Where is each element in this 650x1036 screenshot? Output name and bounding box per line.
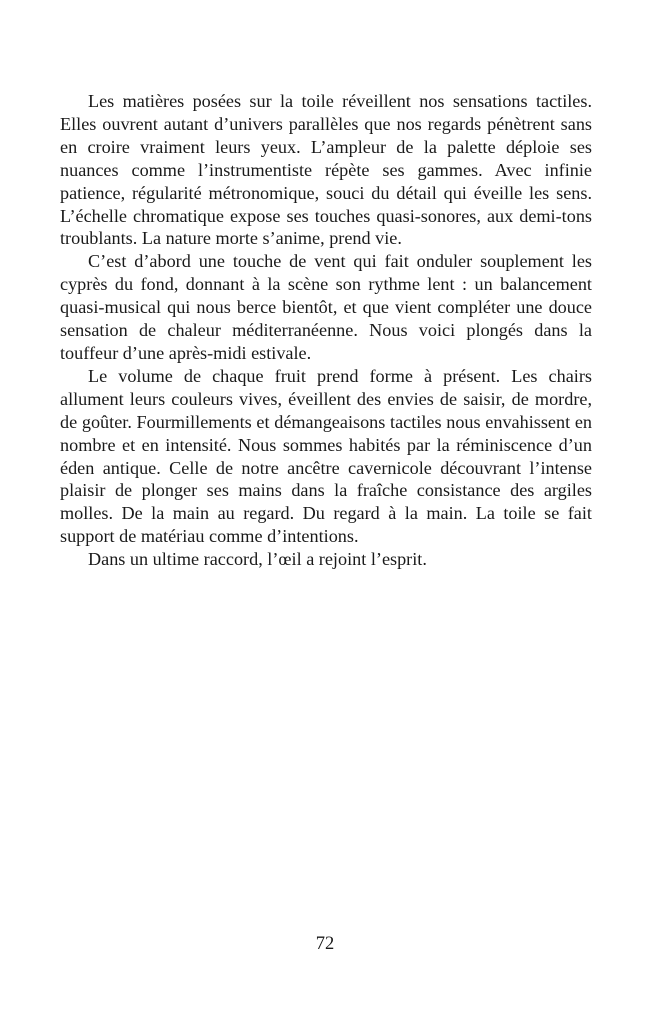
paragraph-4: Dans un ultime raccord, l’œil a rejoint l’esprit. — [88, 549, 427, 570]
paragraph-1: Les matières posées sur la toile réveillent nos sensations tactiles. Elles ouvrent autant d’univers parallèles que nos regards pénètrent sans en croire vraiment leurs yeux. L’ampleur de la palette déploie ses nuances comme l’instrumentiste répète ses gammes. Avec infinie patience, régularité métronomique, souci du détail qui éveille les sens. L’échelle chromatique expose ses touches quasi-sonores, aux demi-tons troublants. La nature morte s’anime, prend vie. — [60, 91, 592, 249]
paragraph-3: Le volume de chaque fruit prend forme à présent. Les chairs allument leurs couleurs vives, éveillent des envies de saisir, de mordre, de goûter. Fourmillements et démangeaisons tactiles nous envahissent en nombre et en intensité. Nous sommes habités par la réminiscence d’un éden antique. Celle de notre ancêtre cavernicole découvrant l’intense plaisir de plonger ses mains dans la fraîche consistance des argiles molles. De la main au regard. Du regard à la main. La toile se fait support de matériau comme d’intentions. — [60, 365, 592, 547]
page-number: 72 — [315, 934, 335, 954]
paragraph-2: C’est d’abord une touche de vent qui fait onduler souplement les cyprès du fond, donnant à la scène son rythme lent : un balancement quasi-musical qui nous berce bientôt, et que vient compléter une douce sensation de chaleur méditerranéenne. Nous voici plongés dans la touffeur d’une après-midi estivale. — [60, 251, 592, 363]
body-text — [60, 90, 592, 571]
